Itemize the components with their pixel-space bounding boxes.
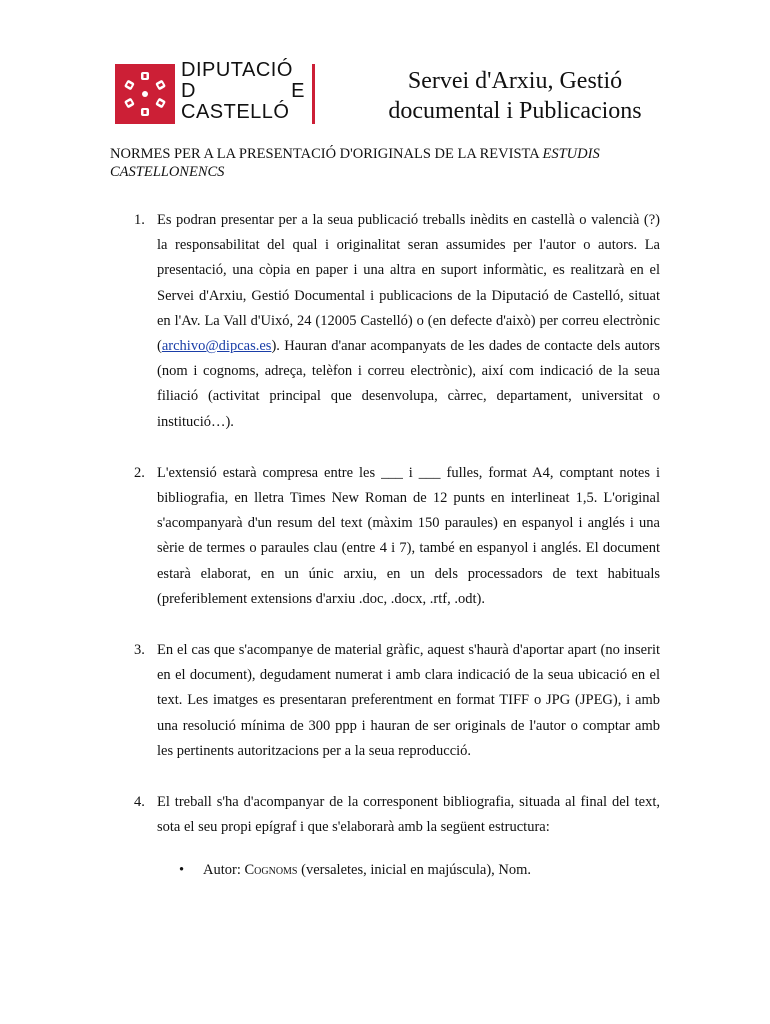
org-name-line-2-left: D	[181, 80, 196, 102]
subitem-label: Autor:	[203, 862, 245, 879]
service-title	[355, 66, 675, 126]
rule-item-2	[110, 461, 660, 612]
rule-text: Es podran presentar per a la seua publicació treballs inèdits en castellà o valencià (?) la responsabilitat del qual i originalitat seran assumides per l'autor o autors. La presentació, una còpia en paper i una altra en suport informàtic, es realitzarà en el Servei d'Arxiu, Gestió Documental i publicacions de la Diputació de Castelló, situat en l'Av. La Vall d'Uixó, 24 (12005 Castelló) o (en defecte d'això) per correu electrònic (	[157, 212, 660, 355]
org-name-line-2	[181, 81, 305, 102]
rule-text: El treball s'ha d'acompanyar de la corresponent bibliografia, situada al final del text, sota el seu propi epígraf i que s'elaborarà amb la següent estructura:	[157, 794, 660, 836]
rule-number: 1.	[134, 212, 145, 228]
rule-item-1	[110, 208, 660, 435]
rule-item-3	[110, 638, 660, 764]
org-name-line-2-right: E	[291, 80, 305, 102]
list-item	[157, 858, 660, 883]
logo-divider	[312, 64, 315, 124]
rule-text: L'extensió estarà compresa entre les ___ i ___ fulles, format A4, comptant notes i bibliografia, en lletra Times New Roman de 12 punts en interlineat 1,5. L'original s'acompanyarà d'un resum del text (màxim 150 paraules) en espanyol i anglés i una sèrie de termes o paraules clau (entre 4 i 7), també en espanyol i anglés. El document estarà elaborat, en un únic arxiu, en un dels processadors de text habituals (preferiblement extensions d'arxiu .doc, .docx, .rtf, .odt).	[157, 464, 660, 607]
org-name-line-3: CASTELLÓ	[181, 101, 290, 123]
document-title-prefix: NORMES PER A LA PRESENTACIÓ D'ORIGINALS DE LA REVISTA	[110, 146, 543, 162]
rule-number: 2.	[134, 464, 145, 481]
rule-number: 4.	[134, 794, 145, 811]
rule-text-continued: ). Hauran d'anar acompanyats de les dades de contacte dels autors (nom i cognoms, adreça, telèfon i correu electrònic), així com indicació de la seua filiació (activitat principal que desenvolupa, càrrec, departament, universitat o institució…).	[157, 338, 660, 430]
logo-emblem-icon	[115, 64, 175, 124]
service-title-line-1: Servei d'Arxiu, Gestió	[407, 68, 623, 94]
bibliography-structure-list	[157, 858, 660, 883]
service-title-line-2: documental i Publicacions	[388, 98, 642, 124]
bullet-icon: •	[179, 862, 185, 879]
rule-number: 3.	[134, 642, 145, 659]
document-title	[110, 145, 662, 181]
subitem-smallcaps: Cognoms	[244, 862, 298, 879]
email-link[interactable]: archivo@dipcas.es	[161, 338, 272, 355]
organization-name	[181, 60, 305, 123]
org-name-line-1: DIPUTACIÓ	[181, 59, 293, 81]
rules-list	[110, 208, 660, 909]
rule-item-4	[110, 790, 660, 883]
journal-name: ESTUDIS CASTELLONENCS	[110, 146, 600, 180]
diputacio-logo-icon	[115, 64, 175, 124]
subitem-text: (versaletes, inicial en majúscula), Nom.	[297, 862, 532, 879]
rule-text: En el cas que s'acompanye de material gràfic, aquest s'haurà d'aportar apart (no inserit en el document), degudament numerat i amb clara indicació de la seua ubicació en el text. Les imatges es presentaran preferentment en format TIFF o JPG (JPEG), i amb una resolució mínima de 300 ppp i hauran de ser originals de l'autor o comptar amb les pertinents autoritzacions per a la seua reproducció.	[157, 642, 660, 759]
